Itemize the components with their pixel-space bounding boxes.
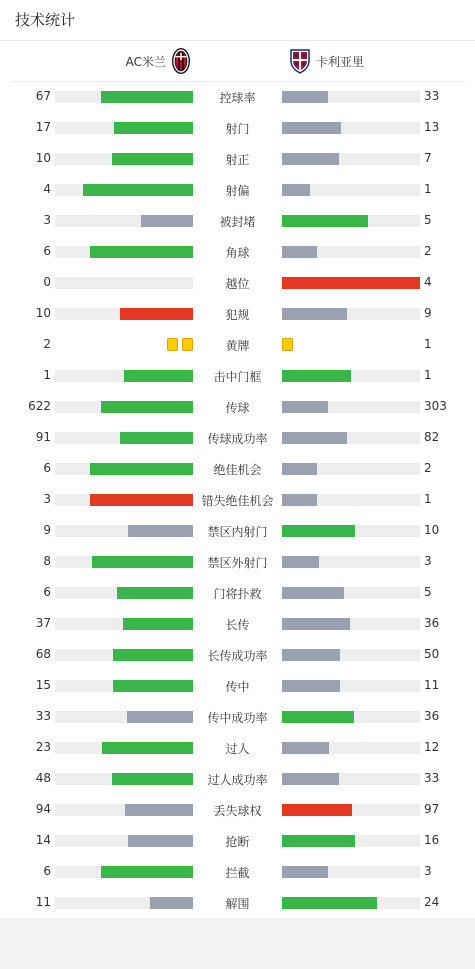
- away-stat-value: 1: [424, 368, 432, 382]
- home-team-name: AC米兰: [125, 55, 166, 69]
- home-stat-bar-fill: [90, 463, 194, 475]
- home-yellow-cards: [167, 338, 193, 352]
- away-stat-value: 50: [424, 647, 440, 661]
- home-stat-bar-fill: [123, 618, 193, 630]
- home-stat-value: 6: [43, 864, 51, 878]
- home-stat-bar: [55, 91, 193, 103]
- home-stat-bar-fill: [112, 153, 193, 165]
- away-stat-bar-fill: [282, 680, 340, 692]
- home-stat-bar-fill: [127, 711, 193, 723]
- stat-row: [0, 608, 475, 639]
- home-stat-bar: [55, 153, 193, 165]
- home-stat-value: 14: [35, 833, 51, 847]
- home-stat-value: 3: [43, 492, 51, 506]
- home-stat-bar: [55, 897, 193, 909]
- stat-label: 过人成功率: [207, 773, 268, 787]
- stat-row: [0, 422, 475, 453]
- stat-label: 过人: [225, 742, 250, 756]
- stats-list: [0, 81, 475, 918]
- home-stat-bar: [55, 618, 193, 630]
- away-stat-value: 12: [424, 740, 440, 754]
- stat-label: 控球率: [219, 91, 256, 105]
- home-stat-bar-fill: [125, 804, 193, 816]
- home-stat-bar-fill: [113, 649, 193, 661]
- away-stat-value: 33: [424, 771, 440, 785]
- away-stat-value: 7: [424, 151, 432, 165]
- home-stat-value: 1: [43, 368, 51, 382]
- away-stat-bar: [282, 432, 420, 444]
- away-stat-value: 3: [424, 554, 432, 568]
- away-stat-bar-fill: [282, 370, 351, 382]
- home-stat-value: 48: [35, 771, 51, 785]
- home-stat-value: 91: [35, 430, 51, 444]
- away-stat-value: 9: [424, 306, 432, 320]
- home-stat-bar-fill: [101, 866, 193, 878]
- stat-row: [0, 701, 475, 732]
- home-stat-value: 10: [35, 151, 51, 165]
- away-stat-bar: [282, 835, 420, 847]
- home-stat-bar: [55, 432, 193, 444]
- away-stat-bar: [282, 91, 420, 103]
- away-stat-bar: [282, 122, 420, 134]
- stat-label: 传中: [225, 680, 250, 694]
- away-stat-bar-fill: [282, 432, 347, 444]
- home-stat-value: 23: [35, 740, 51, 754]
- home-stat-value: 3: [43, 213, 51, 227]
- home-stat-bar-fill: [102, 742, 193, 754]
- away-stat-bar: [282, 308, 420, 320]
- away-stat-bar: [282, 525, 420, 537]
- home-stat-bar-fill: [90, 494, 194, 506]
- away-stat-bar-fill: [282, 525, 355, 537]
- home-stat-bar: [55, 463, 193, 475]
- away-stat-bar: [282, 463, 420, 475]
- home-stat-bar-fill: [90, 246, 194, 258]
- stat-label: 门将扑救: [213, 587, 262, 601]
- home-stat-bar-fill: [112, 773, 193, 785]
- stat-row: [0, 267, 475, 298]
- stat-row: [0, 205, 475, 236]
- home-stat-bar-fill: [124, 370, 193, 382]
- away-stat-bar: [282, 370, 420, 382]
- stat-row: [0, 670, 475, 701]
- stat-row: [0, 515, 475, 546]
- away-stat-bar: [282, 587, 420, 599]
- away-stat-bar: [282, 773, 420, 785]
- home-stat-bar: [55, 277, 193, 289]
- home-stat-value: 9: [43, 523, 51, 537]
- away-stat-bar: [282, 184, 420, 196]
- stat-row: [0, 639, 475, 670]
- home-stat-value: 33: [35, 709, 51, 723]
- home-stat-bar: [55, 773, 193, 785]
- home-stat-bar: [55, 649, 193, 661]
- home-stat-bar-fill: [83, 184, 193, 196]
- home-stat-bar: [55, 246, 193, 258]
- away-stat-bar-fill: [282, 711, 354, 723]
- away-stat-value: 16: [424, 833, 440, 847]
- home-stat-bar: [55, 742, 193, 754]
- stat-label: 角球: [225, 246, 250, 260]
- home-stat-bar-fill: [101, 401, 193, 413]
- home-stat-bar-fill: [120, 308, 193, 320]
- away-stat-bar-fill: [282, 463, 317, 475]
- stat-label: 射门: [225, 122, 250, 136]
- away-stat-bar-fill: [282, 91, 328, 103]
- home-stat-value: 6: [43, 585, 51, 599]
- stat-row: [0, 81, 475, 112]
- stat-label: 禁区内射门: [207, 525, 268, 539]
- away-stat-bar: [282, 804, 420, 816]
- stat-label: 丢失球权: [213, 804, 262, 818]
- away-stat-value: 1: [424, 182, 432, 196]
- away-stat-bar: [282, 866, 420, 878]
- away-stat-bar: [282, 401, 420, 413]
- stat-label: 传中成功率: [207, 711, 268, 725]
- home-stat-bar-fill: [120, 432, 193, 444]
- stat-label: 错失绝佳机会: [201, 494, 274, 508]
- away-stat-value: 3: [424, 864, 432, 878]
- stat-row: [0, 763, 475, 794]
- stat-label: 拦截: [225, 866, 250, 880]
- away-stat-bar-fill: [282, 246, 317, 258]
- away-stat-value: 2: [424, 461, 432, 475]
- home-stat-value: 17: [35, 120, 51, 134]
- away-stat-value: 11: [424, 678, 440, 692]
- away-stat-value: 303: [424, 399, 447, 413]
- home-stat-bar: [55, 122, 193, 134]
- away-stat-bar-fill: [282, 556, 319, 568]
- away-stat-bar-fill: [282, 153, 339, 165]
- stat-label: 长传成功率: [207, 649, 268, 663]
- away-stat-bar-fill: [282, 742, 329, 754]
- away-stat-bar: [282, 649, 420, 661]
- stat-row: [0, 453, 475, 484]
- home-stat-value: 15: [35, 678, 51, 692]
- stat-row: [0, 329, 475, 360]
- away-stat-bar-fill: [282, 587, 344, 599]
- home-stat-bar: [55, 308, 193, 320]
- away-stat-bar: [282, 618, 420, 630]
- away-stat-value: 2: [424, 244, 432, 258]
- home-stat-bar: [55, 804, 193, 816]
- away-stat-value: 36: [424, 709, 440, 723]
- away-yellow-cards: [282, 338, 293, 352]
- home-stat-value: 68: [35, 647, 51, 661]
- away-stat-value: 24: [424, 895, 440, 909]
- home-stat-value: 37: [35, 616, 51, 630]
- away-stat-value: 1: [424, 337, 432, 351]
- stat-label: 黄牌: [225, 339, 250, 353]
- yellow-card-icon: [182, 338, 193, 351]
- away-stat-bar-fill: [282, 122, 341, 134]
- stat-label: 绝佳机会: [213, 463, 262, 477]
- stat-label: 犯规: [225, 308, 250, 322]
- ac-milan-crest-icon: [172, 48, 190, 74]
- away-stat-bar: [282, 742, 420, 754]
- away-stat-value: 1: [424, 492, 432, 506]
- away-stat-bar: [282, 277, 420, 289]
- home-stat-bar-fill: [150, 897, 193, 909]
- away-stat-value: 4: [424, 275, 432, 289]
- home-stat-bar: [55, 711, 193, 723]
- home-stat-value: 4: [43, 182, 51, 196]
- away-stat-bar-fill: [282, 835, 355, 847]
- home-stat-bar: [55, 866, 193, 878]
- away-stat-bar-fill: [282, 897, 377, 909]
- away-stat-value: 5: [424, 585, 432, 599]
- stat-row: [0, 825, 475, 856]
- away-team-name: 卡利亚里: [316, 55, 365, 69]
- stat-label: 传球: [225, 401, 250, 415]
- home-stat-bar-fill: [141, 215, 193, 227]
- away-stat-bar: [282, 556, 420, 568]
- stat-row: [0, 174, 475, 205]
- home-stat-bar-fill: [117, 587, 193, 599]
- away-stat-bar-fill: [282, 649, 340, 661]
- home-stat-value: 0: [43, 275, 51, 289]
- away-stat-bar: [282, 897, 420, 909]
- stat-row: [0, 794, 475, 825]
- home-stat-bar: [55, 587, 193, 599]
- away-stat-value: 33: [424, 89, 440, 103]
- away-stat-bar-fill: [282, 308, 347, 320]
- home-stat-bar: [55, 370, 193, 382]
- away-stat-bar-fill: [282, 401, 328, 413]
- away-stat-bar: [282, 215, 420, 227]
- away-stat-bar: [282, 680, 420, 692]
- home-stat-bar: [55, 494, 193, 506]
- section-title: 技术统计: [15, 11, 76, 29]
- home-stat-bar-fill: [128, 835, 193, 847]
- stat-label: 抢断: [225, 835, 250, 849]
- stat-row: [0, 577, 475, 608]
- home-stat-value: 67: [35, 89, 51, 103]
- home-stat-bar: [55, 556, 193, 568]
- home-stat-value: 6: [43, 244, 51, 258]
- away-stat-bar-fill: [282, 494, 317, 506]
- home-stat-value: 94: [35, 802, 51, 816]
- away-stat-bar: [282, 494, 420, 506]
- stat-row: [0, 143, 475, 174]
- home-stat-bar-fill: [113, 680, 193, 692]
- home-stat-bar: [55, 525, 193, 537]
- stat-row: [0, 856, 475, 887]
- home-stat-bar-fill: [128, 525, 193, 537]
- stat-label: 长传: [225, 618, 250, 632]
- away-stat-value: 5: [424, 213, 432, 227]
- stat-label: 禁区外射门: [207, 556, 268, 570]
- home-stat-bar: [55, 184, 193, 196]
- home-stat-value: 2: [43, 337, 51, 351]
- stat-row: [0, 298, 475, 329]
- away-stat-bar-fill: [282, 215, 368, 227]
- home-stat-bar: [55, 401, 193, 413]
- away-stat-value: 36: [424, 616, 440, 630]
- stat-row: [0, 360, 475, 391]
- home-stat-bar: [55, 215, 193, 227]
- stat-label: 被封堵: [219, 215, 256, 229]
- home-stat-value: 622: [28, 399, 51, 413]
- away-stat-value: 97: [424, 802, 440, 816]
- stat-row: [0, 732, 475, 763]
- away-stat-bar-fill: [282, 804, 352, 816]
- away-stat-bar-fill: [282, 184, 310, 196]
- stat-row: [0, 236, 475, 267]
- yellow-card-icon: [167, 338, 178, 351]
- away-stat-bar: [282, 153, 420, 165]
- home-stat-bar: [55, 680, 193, 692]
- stat-row: [0, 887, 475, 918]
- stat-row: [0, 112, 475, 143]
- home-stat-value: 6: [43, 461, 51, 475]
- away-stat-bar: [282, 246, 420, 258]
- away-stat-bar-fill: [282, 773, 339, 785]
- home-stat-bar-fill: [114, 122, 193, 134]
- away-stat-bar-fill: [282, 277, 420, 289]
- stat-label: 解围: [225, 897, 250, 911]
- home-stat-value: 10: [35, 306, 51, 320]
- away-stat-value: 10: [424, 523, 440, 537]
- home-stat-value: 8: [43, 554, 51, 568]
- stat-row: [0, 484, 475, 515]
- stat-label: 击中门框: [213, 370, 262, 384]
- stat-row: [0, 391, 475, 422]
- stat-label: 射正: [225, 153, 250, 167]
- stat-label: 射偏: [225, 184, 250, 198]
- team-header: [0, 41, 475, 81]
- stat-row: [0, 546, 475, 577]
- home-stat-bar-fill: [92, 556, 193, 568]
- away-stat-bar-fill: [282, 618, 350, 630]
- yellow-card-icon: [282, 338, 293, 351]
- home-stat-bar-fill: [101, 91, 193, 103]
- home-stat-bar: [55, 835, 193, 847]
- home-stat-value: 11: [35, 895, 51, 909]
- stat-label: 传球成功率: [207, 432, 268, 446]
- away-stat-bar-fill: [282, 866, 328, 878]
- cagliari-crest-icon: [289, 48, 311, 74]
- away-stat-value: 13: [424, 120, 440, 134]
- away-stat-bar: [282, 711, 420, 723]
- away-stat-value: 82: [424, 430, 440, 444]
- stat-label: 越位: [225, 277, 250, 291]
